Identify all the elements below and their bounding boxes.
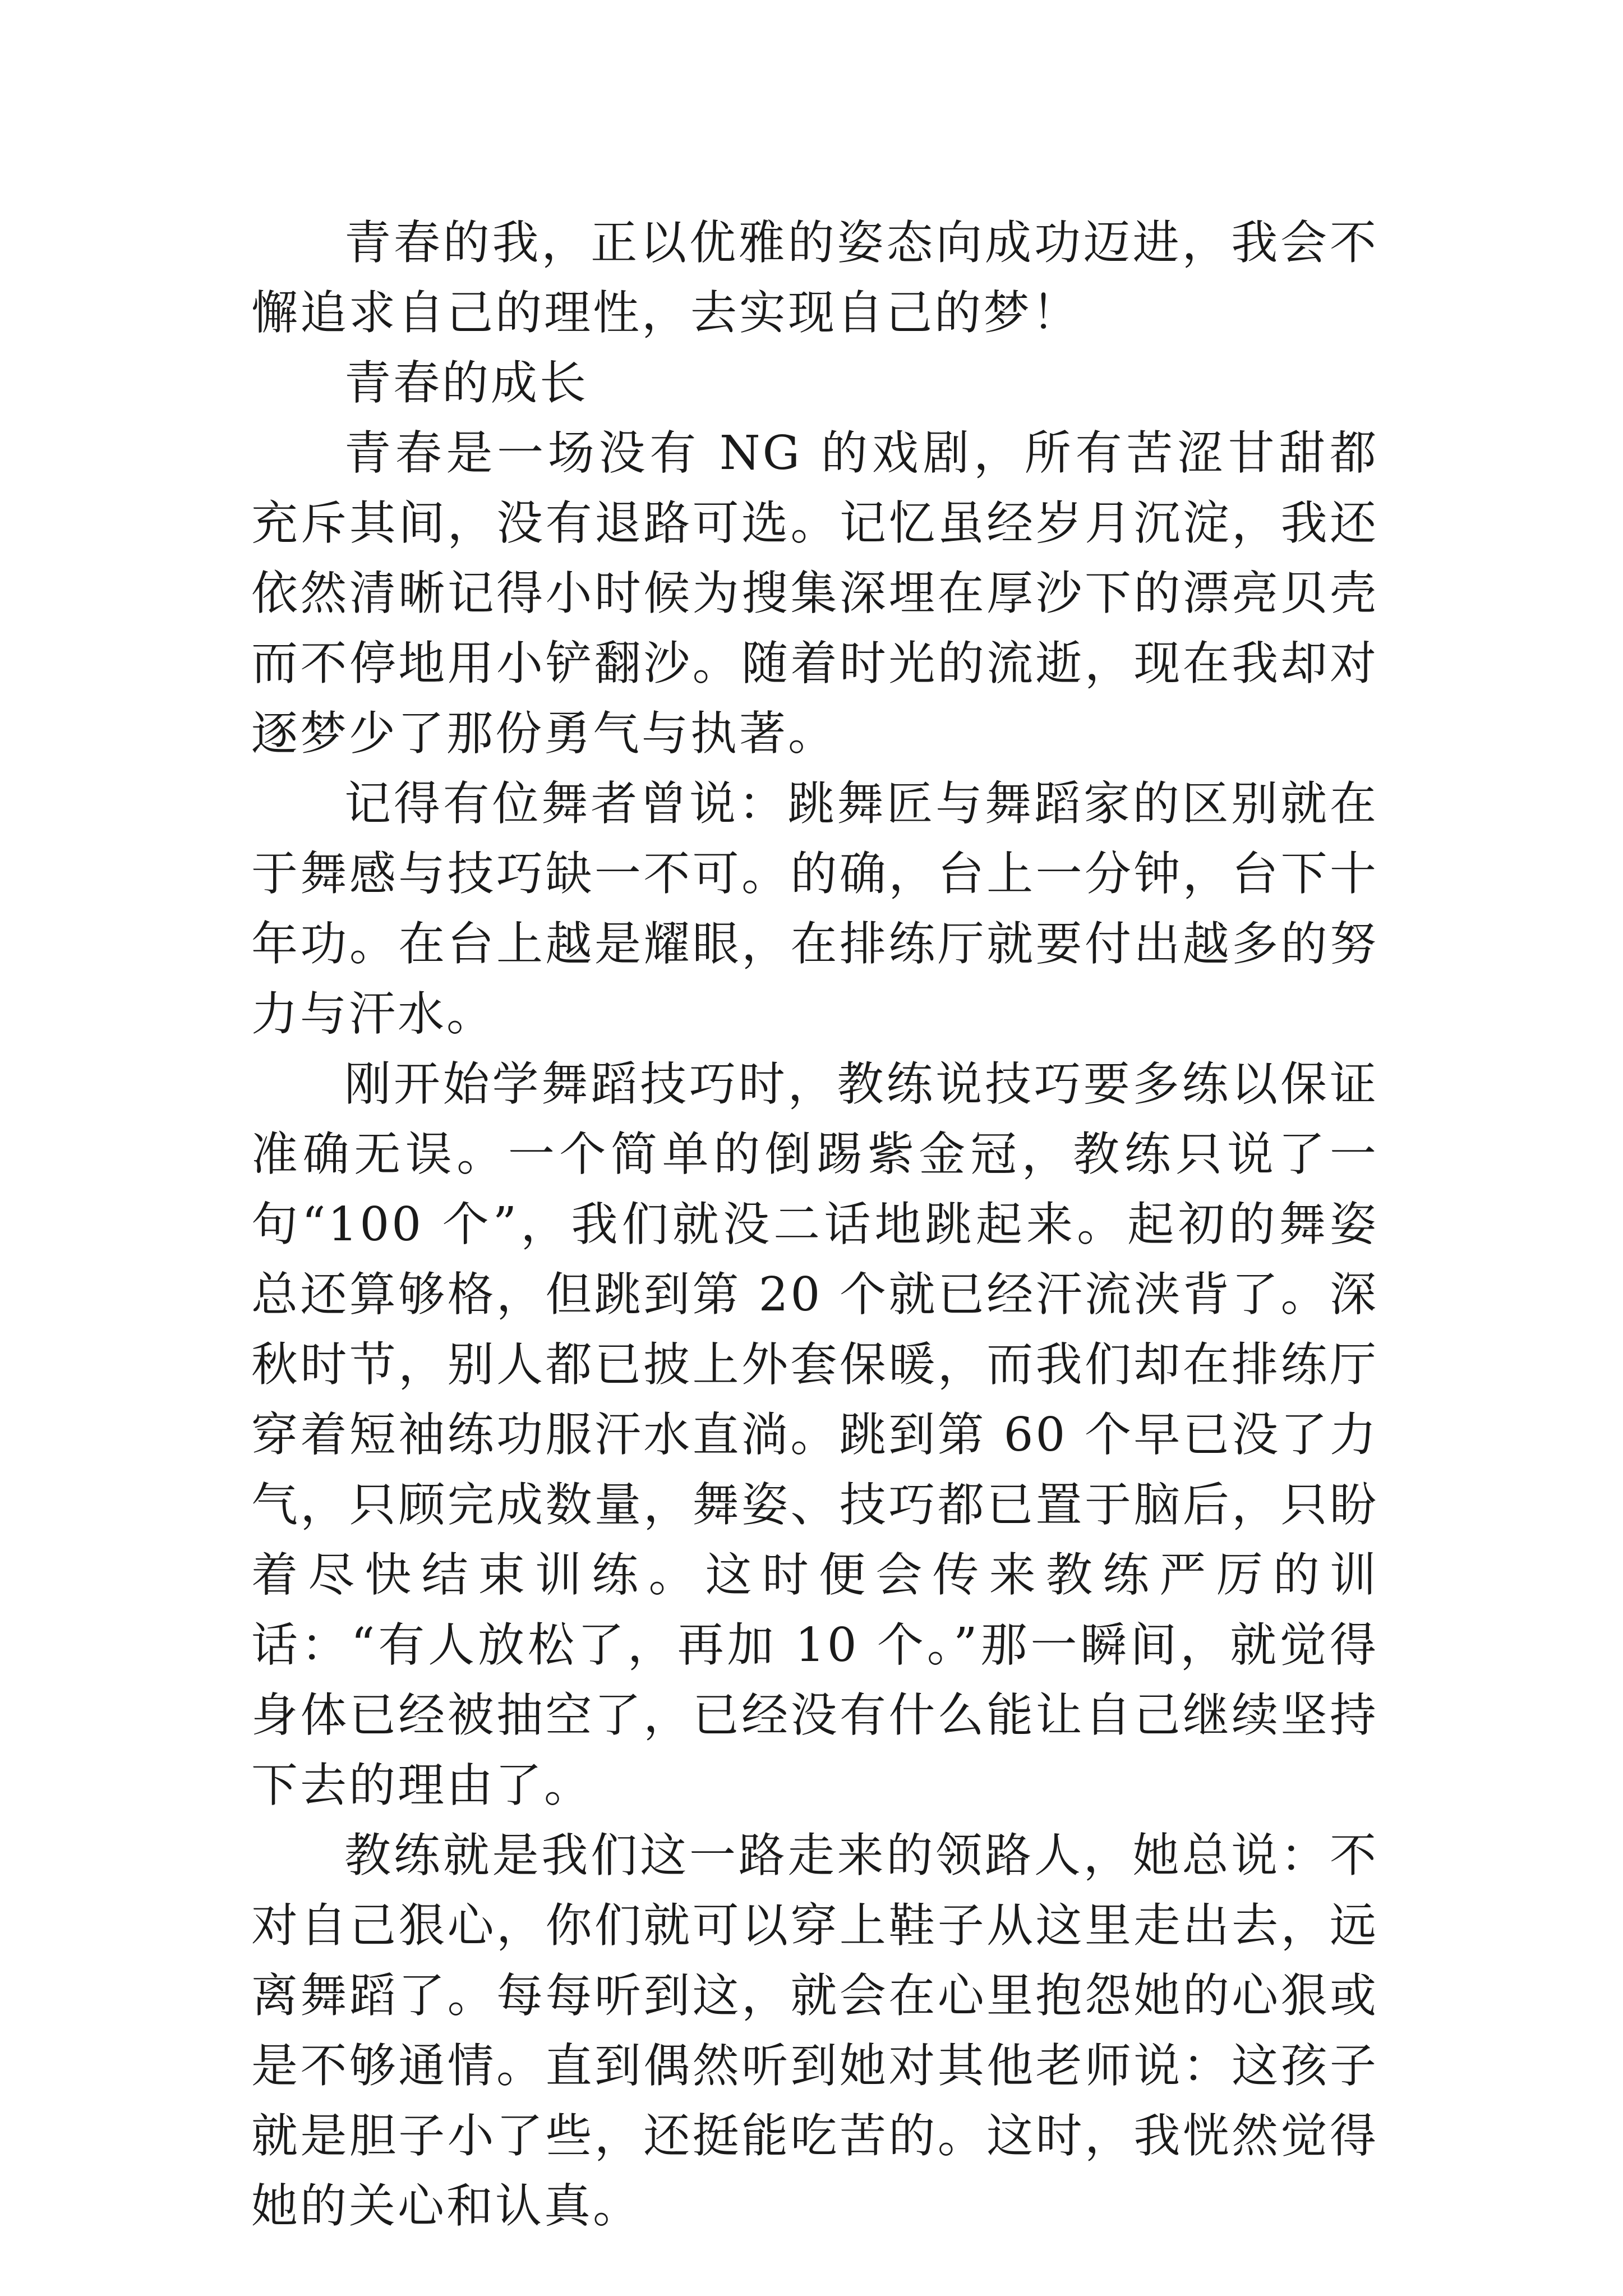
paragraph-dancer-quote: 记得有位舞者曾说：跳舞匠与舞蹈家的区别就在于舞感与技巧缺一不可。的确，台上一分钟，台下十年功。在台上越是耀眼，在排练厅就要付出越多的努力与汗水。 — [251, 776, 1378, 1041]
paragraph-training: 刚开始学舞蹈技巧时，教练说技巧要多练以保证准确无误。一个简单的倒踢紫金冠，教练只说了一句“100 个”，我们就没二话地跳起来。起初的舞姿总还算够格，但跳到第 20 个就已经汗流浃背了。深秋时节，别人都已披上外套保暖，而我们却在排练厅穿着短袖练功服汗水直淌。跳到第 60 个早已没了力气，只顾完成数量，舞姿、技巧都已置于脑后，只盼着尽快结束训练。这时便会传来教练严厉的训话：“有人放松了，再加 10 个。”那一瞬间，就觉得身体已经被抽空了，已经没有什么能让自己继续坚持下去的理由了。 — [251, 1057, 1378, 1812]
paragraph-youth-drama: 青春是一场没有 NG 的戏剧，所有苦涩甘甜都充斥其间，没有退路可选。记忆虽经岁月沉淀，我还依然清晰记得小时候为搜集深埋在厚沙下的漂亮贝壳而不停地用小铲翻沙。随着时光的流逝，现在我却对逐梦少了那份勇气与执著。 — [251, 426, 1378, 761]
section-title: 青春的成长 — [344, 356, 588, 410]
paragraph-coach: 教练就是我们这一路走来的领路人，她总说：不对自己狠心，你们就可以穿上鞋子从这里走出去，远离舞蹈了。每每听到这，就会在心里抱怨她的心狠或是不够通情。直到偶然听到她对其他老师说：这孩子就是胆子小了些，还挺能吃苦的。这时，我恍然觉得她的关心和认真。 — [251, 1828, 1378, 2233]
document-body — [251, 208, 1378, 2241]
paragraph-dream: 青春的我，正以优雅的姿态向成功迈进，我会不懈追求自己的理性，去实现自己的梦！ — [251, 215, 1378, 340]
